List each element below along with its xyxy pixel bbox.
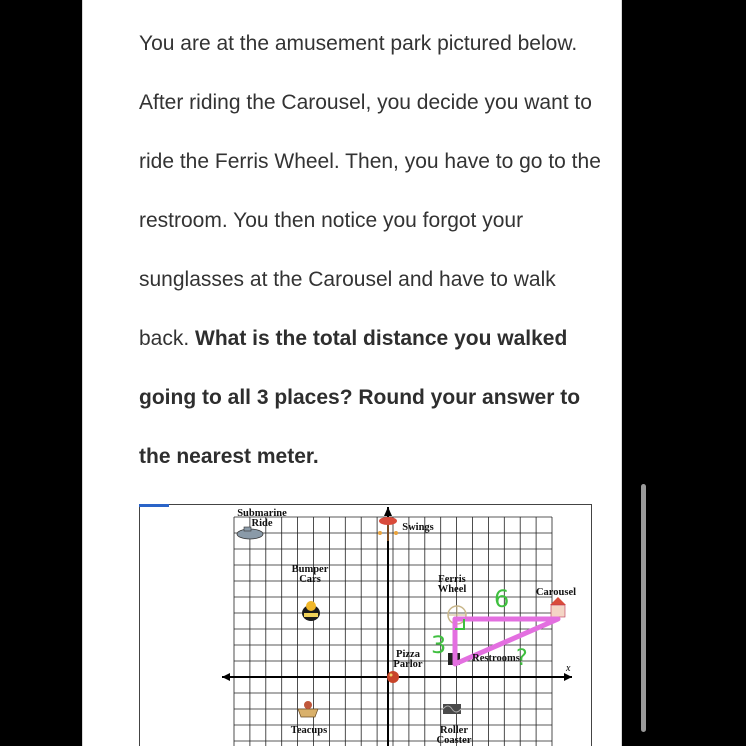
label-three: 3 bbox=[431, 631, 447, 659]
label-carousel: Carousel bbox=[535, 587, 577, 598]
label-six: 6 bbox=[494, 585, 510, 613]
x-axis-arrow-right bbox=[564, 673, 572, 681]
bumper-cars-icon bbox=[302, 601, 320, 621]
carousel-icon bbox=[550, 597, 566, 617]
pizza-icon bbox=[387, 671, 399, 683]
x-axis-arrow-left bbox=[222, 673, 230, 681]
document-page bbox=[82, 0, 622, 746]
amusement-park-figure bbox=[139, 504, 592, 746]
label-submarine-ride: Submarine Ride bbox=[237, 508, 287, 529]
gridlines bbox=[234, 517, 552, 746]
question-bold: What is the total distance you walked going to all 3 places? Round your answer to the nearest meter. bbox=[139, 327, 581, 468]
swings-icon bbox=[378, 517, 398, 541]
x-axis-label: x bbox=[566, 663, 571, 674]
question-intro: You are at the amusement park pictured below. After riding the Carousel, you decide you want to ride the Ferris Wheel. Then, you have to go to the restroom. You then notice you forgot your sunglasses at the Carousel and have to walk back. bbox=[139, 32, 601, 350]
teacups-icon bbox=[298, 701, 318, 717]
y-axis-arrow bbox=[384, 507, 392, 516]
coordinate-grid bbox=[140, 505, 593, 746]
page-right-border bbox=[621, 0, 622, 746]
label-swings: Swings bbox=[402, 522, 434, 533]
label-restrooms: Restrooms bbox=[472, 653, 520, 664]
label-roller-coaster: Roller Coaster bbox=[436, 725, 472, 746]
question-text bbox=[139, 14, 609, 486]
label-bumper-cars: Bumper Cars bbox=[291, 564, 329, 585]
label-question: ? bbox=[516, 646, 528, 671]
roller-coaster-icon bbox=[443, 704, 461, 714]
label-ferris-wheel: Ferris Wheel bbox=[437, 574, 467, 595]
page-left-border bbox=[82, 0, 83, 746]
label-teacups: Teacups bbox=[290, 725, 328, 736]
label-pizza-parlor: Pizza Parlor bbox=[393, 649, 423, 670]
scrollbar-thumb[interactable] bbox=[641, 484, 646, 732]
